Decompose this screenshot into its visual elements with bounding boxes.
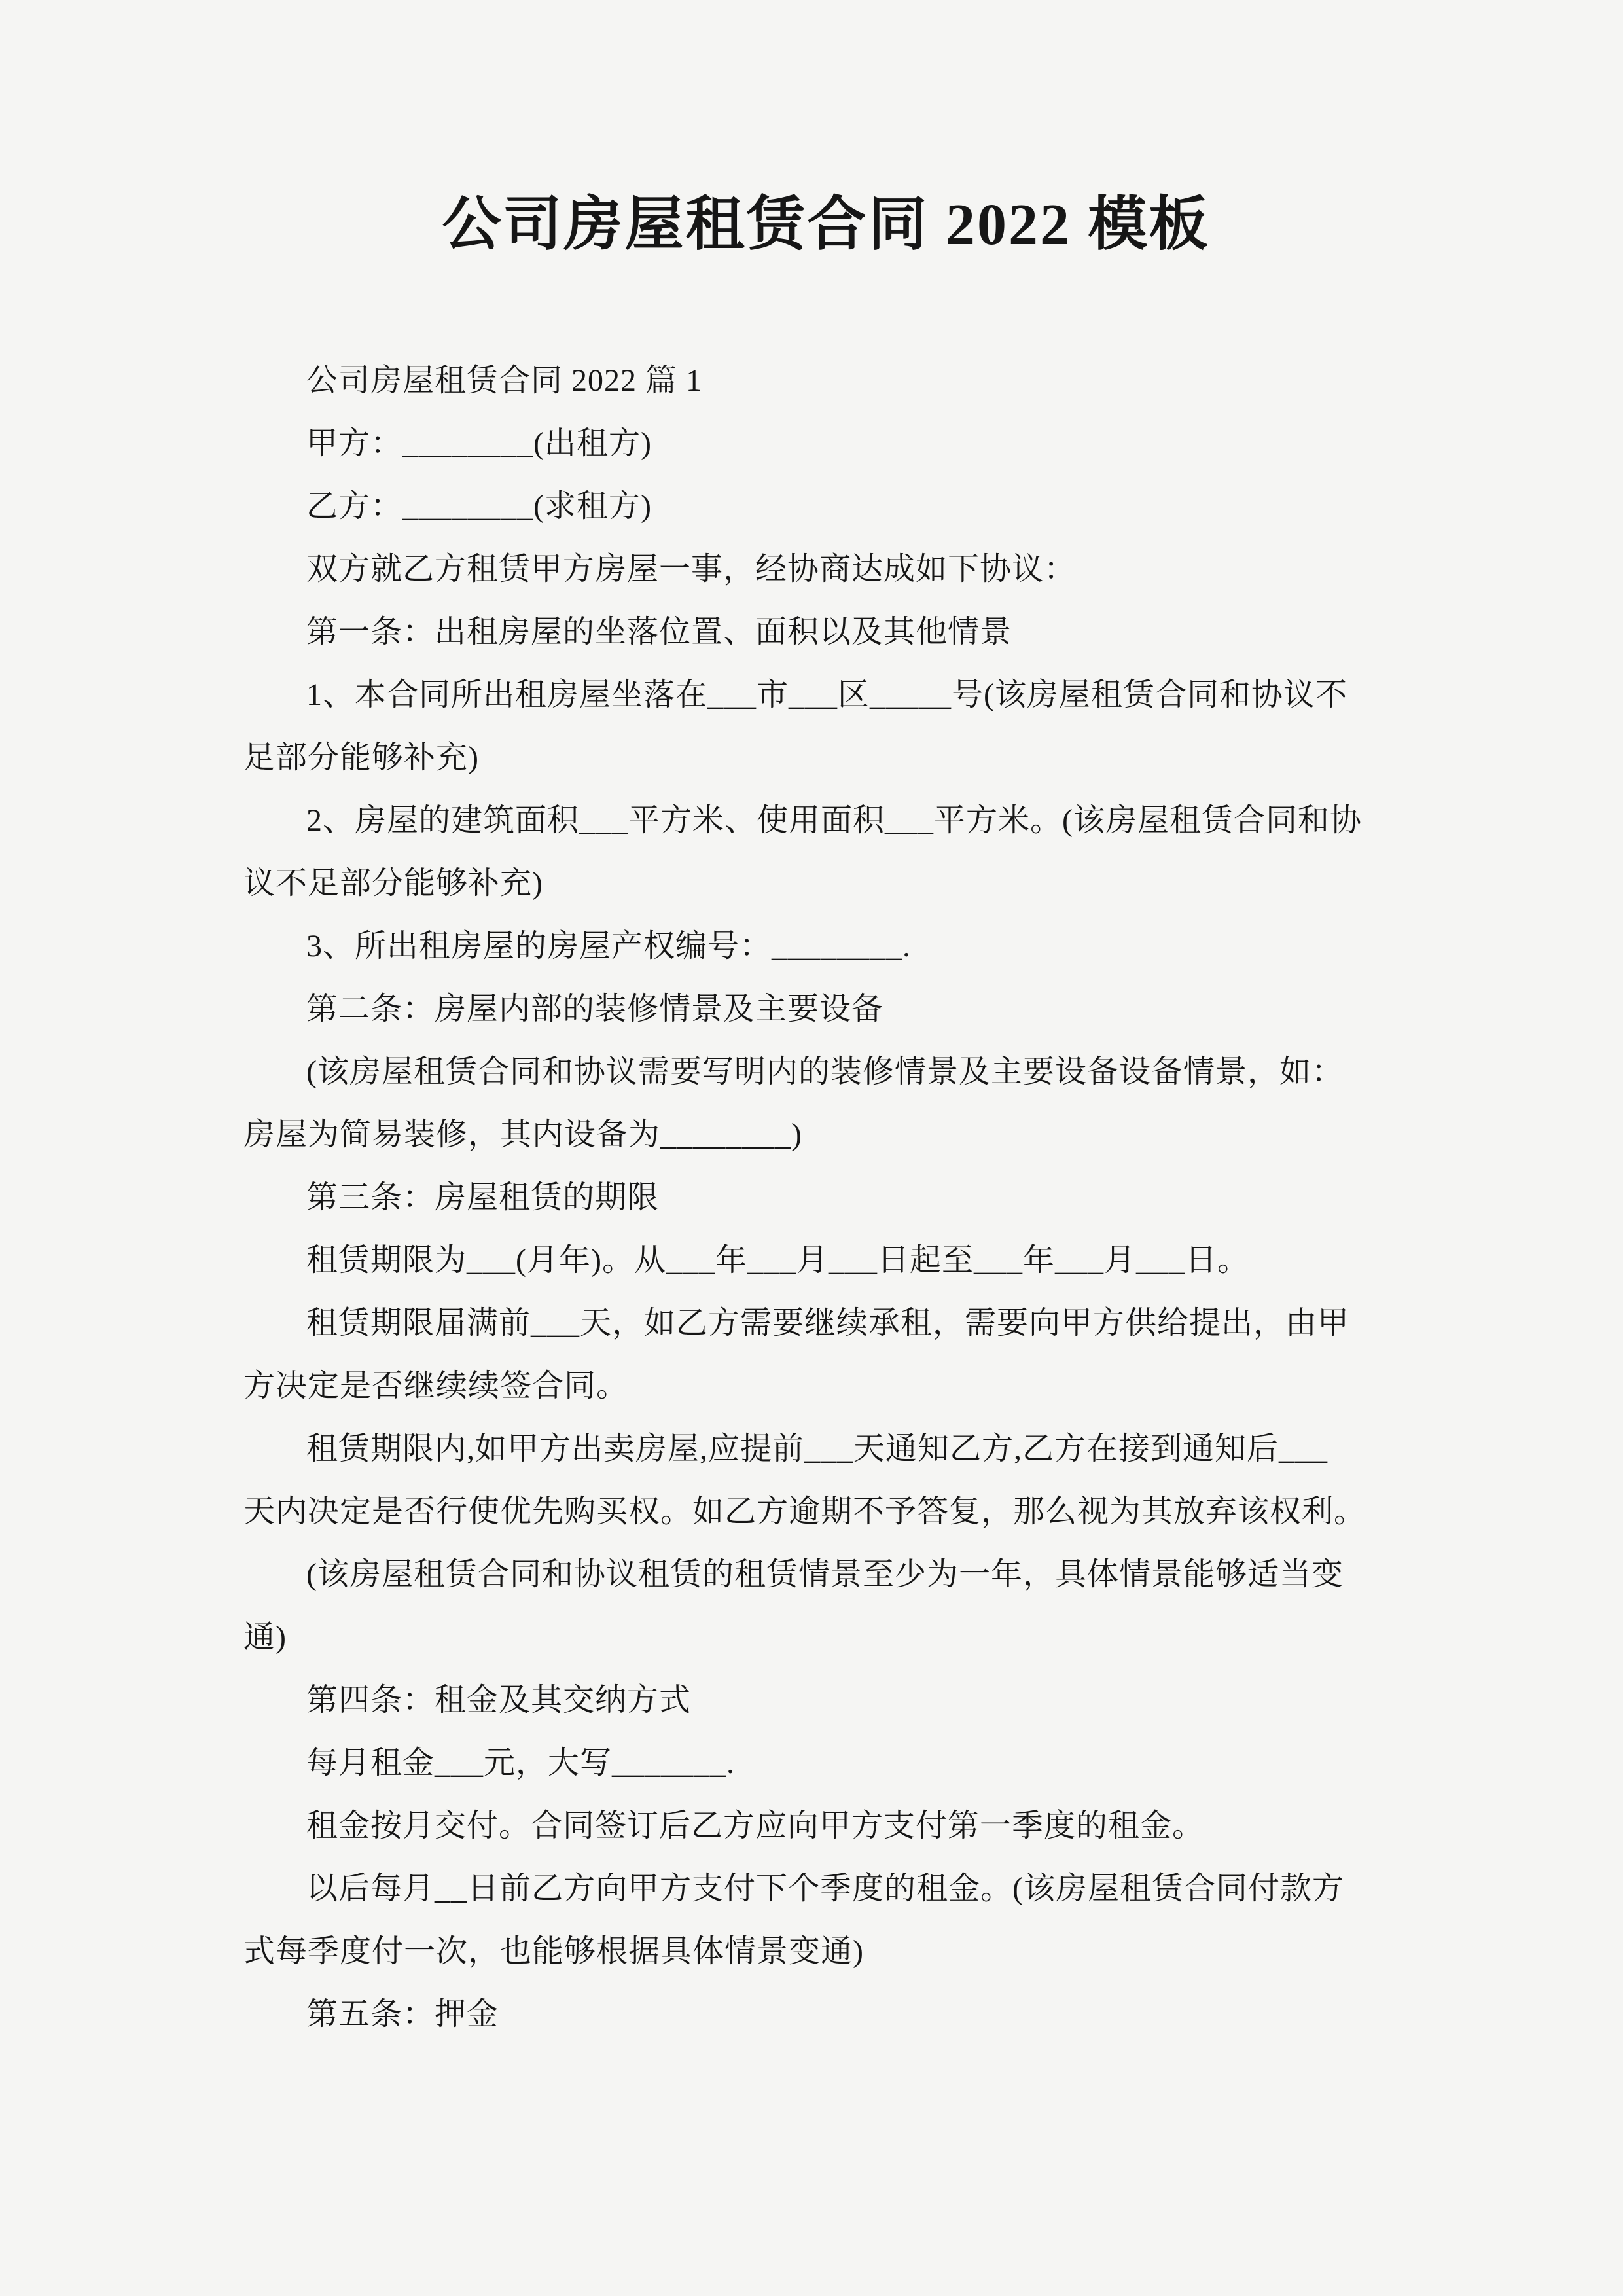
text-line: 通): [243, 1620, 287, 1655]
text-line: 双方就乙方租赁甲方房屋一事，经协商达成如下协议：: [306, 552, 1077, 586]
text-line: (该房屋租赁合同和协议租赁的租赁情景至少为一年，具体情景能够适当变: [306, 1557, 1344, 1592]
text-line: 式每季度付一次，也能够根据具体情景变通): [243, 1934, 864, 1969]
text-line: 第一条：出租房屋的坐落位置、面积以及其他情景: [306, 615, 1012, 649]
text-line: 公司房屋租赁合同 2022 篇 1: [306, 363, 703, 398]
text-line: 第三条：房屋租赁的期限: [306, 1180, 660, 1215]
text-line: 乙方：________(求租方): [306, 489, 652, 524]
text-line: 3、所出租房屋的房屋产权编号：________.: [306, 929, 912, 963]
text-line: 天内决定是否行使优先购买权。如乙方逾期不予答复，那么视为其放弃该权利。: [243, 1494, 1366, 1529]
document-title: 公司房屋租赁合同 2022 模板: [442, 192, 1210, 257]
text-line: 租赁期限内,如甲方出卖房屋,应提前___天通知乙方,乙方在接到通知后___: [306, 1431, 1329, 1466]
text-line: 2、房屋的建筑面积___平方米、使用面积___平方米。(该房屋租赁合同和协: [306, 803, 1362, 838]
text-line: 每月租金___元，大写_______.: [306, 1746, 736, 1780]
text-line: 第五条：押金: [306, 1997, 499, 2032]
text-line: 租金按月交付。合同签订后乙方应向甲方支付第一季度的租金。: [306, 1808, 1205, 1843]
text-line: 第四条：租金及其交纳方式: [306, 1683, 692, 1717]
document-body: [243, 350, 1408, 2046]
text-line: 足部分能够补充): [243, 740, 479, 775]
text-line: (该房屋租赁合同和协议需要写明内的装修情景及主要设备设备情景，如：: [306, 1054, 1344, 1089]
text-line: 租赁期限为___(月年)。从___年___月___日起至___年___月___日。: [306, 1243, 1249, 1278]
text-line: 以后每月__日前乙方向甲方支付下个季度的租金。(该房屋租赁合同付款方: [306, 1871, 1344, 1906]
text-line: 第二条：房屋内部的装修情景及主要设备: [306, 992, 884, 1026]
text-line: 方决定是否继续续签合同。: [243, 1369, 629, 1403]
text-line: 房屋为简易装修，其内设备为________): [243, 1117, 802, 1152]
text-line: 租赁期限届满前___天，如乙方需要继续承租，需要向甲方供给提出，由甲: [306, 1306, 1350, 1340]
text-line: 议不足部分能够补充): [243, 866, 543, 901]
text-line: 甲方：________(出租方): [306, 426, 652, 461]
text-line: 1、本合同所出租房屋坐落在___市___区_____号(该房屋租赁合同和协议不: [306, 677, 1347, 712]
